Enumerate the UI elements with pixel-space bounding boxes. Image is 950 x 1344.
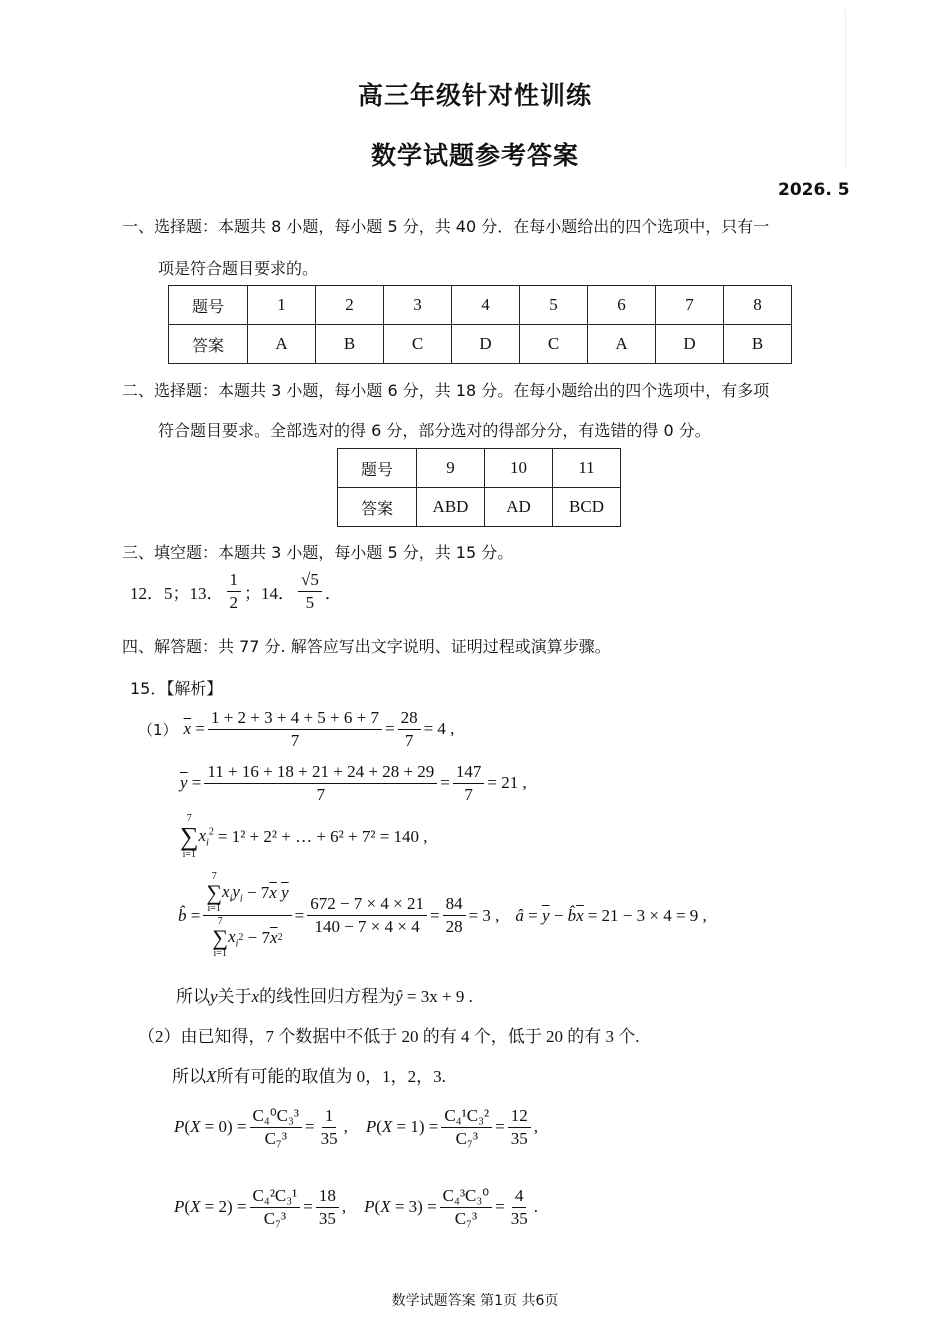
row-label-question: 题号 bbox=[338, 449, 417, 488]
section1-heading-line1: 一、选择题：本题共 8 小题，每小题 5 分，共 40 分．在每小题给出的四个选项中，只有一 bbox=[122, 217, 770, 236]
answer-cell: A bbox=[248, 325, 316, 364]
a-hat-symbol: â = $\overline{y}$ − $b̂\overline{x}$ bbox=[515, 905, 584, 925]
fraction-denominator: C₇³ bbox=[454, 1208, 478, 1228]
document-subtitle: 数学试题参考答案 bbox=[370, 141, 579, 170]
table-row-answers bbox=[338, 488, 621, 527]
fraction-denominator: 140 − 7 × 4 × 4 bbox=[314, 917, 420, 936]
question-cell: 4 bbox=[452, 286, 520, 325]
p2-fraction bbox=[250, 1186, 301, 1228]
question-cell: 5 bbox=[520, 286, 588, 325]
ybar-equation: $\overline{y}$ = $\frac{11 + 16 + 18 + 21 + 24 + 28 + 29}{7}$ = $\frac{147}{7}$ = 21 , bbox=[180, 762, 527, 804]
answer-cell: BCD bbox=[553, 488, 621, 527]
answer-cell: C bbox=[520, 325, 588, 364]
sum-lower-limit: i=1 bbox=[182, 849, 196, 860]
fraction-numerator: C₄³C₃⁰ bbox=[440, 1186, 492, 1208]
p0-label: P(X = 0) = bbox=[174, 1117, 247, 1137]
regression-statement: 所以y关于x的线性回归方程为ŷ = 3x + 9 . bbox=[176, 987, 473, 1006]
page-footer: 数学试题答案 第1页 共6页 bbox=[391, 1293, 559, 1309]
fraction-denominator: 7 bbox=[464, 784, 473, 804]
fraction-denominator: C₇³ bbox=[263, 1208, 287, 1228]
part2-values-suffix: 所有可能的取值为 0，1，2，3. bbox=[216, 1067, 446, 1086]
question-cell: 10 bbox=[485, 449, 553, 488]
fraction-numerator: 672 − 7 × 4 × 21 bbox=[307, 894, 427, 916]
fraction-numerator: 1 + 2 + 3 + 4 + 5 + 6 + 7 bbox=[208, 708, 382, 730]
p0-value bbox=[318, 1106, 341, 1148]
p2-label: P(X = 2) = bbox=[174, 1197, 247, 1217]
table-row-questions bbox=[338, 449, 621, 488]
fraction-denominator: C₇³ bbox=[455, 1128, 478, 1148]
fraction-numerator: 1 bbox=[322, 1106, 337, 1128]
fraction-numerator: 28 bbox=[398, 708, 421, 730]
b-hat-fraction-3 bbox=[443, 894, 466, 936]
section4-heading: 四、解答题：共 77 分. 解答应写出文字说明、证明过程或演算步骤。 bbox=[122, 637, 611, 656]
answer-cell: B bbox=[724, 325, 792, 364]
answer-cell: A bbox=[588, 325, 656, 364]
fraction-numerator: 147 bbox=[453, 762, 485, 784]
regression-prefix: 所以 bbox=[176, 987, 210, 1006]
fraction-denominator: 35 bbox=[510, 1128, 528, 1148]
question-cell: 8 bbox=[724, 286, 792, 325]
b-hat-fraction bbox=[203, 872, 291, 959]
fraction-numerator: 4 bbox=[512, 1186, 527, 1208]
ybar-fraction-2 bbox=[453, 762, 485, 804]
fraction-numerator: 84 bbox=[443, 894, 466, 916]
answer-cell: D bbox=[452, 325, 520, 364]
row-label-answer: 答案 bbox=[169, 325, 248, 364]
period: ． bbox=[324, 583, 342, 603]
a-hat-result: = 21 − 3 × 4 = 9 , bbox=[587, 905, 707, 925]
section3-heading: 三、填空题：本题共 3 小题，每小题 5 分，共 15 分。 bbox=[122, 543, 514, 562]
sum-upper-limit: 7 bbox=[186, 813, 192, 824]
p3-fraction bbox=[440, 1186, 492, 1228]
fraction-denominator: 5 bbox=[305, 592, 315, 612]
b-hat-equation: b̂ = 7 ∑ i=1 $x_iy_i$ − 7 $\overline{x}$ $\overline{y}$ 7 ∑ i=1 $x_i$ 2 − 7 $\overline{x}$ 2 = $\frac{672 - 7 \times 4 \times 21}{140 - 7 \times 4 \times 4}$ = $\frac{84}{28}$ = 3 , â = $\overline{y}$ − $b̂\overline{x}$ = 21 − 3 × 4 = 9 , bbox=[178, 871, 707, 959]
fraction-numerator: 18 bbox=[316, 1186, 339, 1208]
fraction-numerator: 7 ∑ i=1 $x_iy_i$ − 7 $\overline{x}$ $\overline{y}$ bbox=[203, 872, 291, 916]
section2-heading-line1: 二、选择题：本题共 3 小题，每小题 6 分，共 18 分。在每小题给出的四个选项中，有多项 bbox=[122, 381, 770, 400]
answer-14-label: ；14． bbox=[244, 583, 295, 603]
xbar-fraction bbox=[208, 708, 382, 750]
q15-label: 15．【解析】 bbox=[130, 679, 223, 698]
sigma-symbol: 7 ∑ i=1 bbox=[180, 813, 199, 860]
table-row-answers bbox=[169, 325, 792, 364]
part1-label: （1） bbox=[138, 720, 178, 739]
xbar-equation: （1） $\overline{x}$ = $\frac{1 + 2 + 3 + 4 + 5 + 6 + 7}{7}$ = $\frac{28}{7}$ = 4 , bbox=[138, 708, 455, 750]
p0-fraction bbox=[250, 1106, 302, 1148]
xbar-fraction-2 bbox=[398, 708, 421, 750]
fraction-denominator: 2 bbox=[229, 592, 238, 612]
fraction-numerator: 11 + 16 + 18 + 21 + 24 + 28 + 29 bbox=[204, 762, 437, 784]
answer-12: 12．5；13． bbox=[130, 583, 224, 603]
fraction-numerator: C₄⁰C₃³ bbox=[250, 1106, 302, 1128]
fraction-denominator: 35 bbox=[320, 1128, 338, 1148]
fraction-numerator: 1 bbox=[227, 570, 242, 592]
fraction-denominator: C₇³ bbox=[264, 1128, 287, 1148]
answer-cell: AD bbox=[485, 488, 553, 527]
section2-answer-table bbox=[337, 448, 621, 527]
ybar-symbol: $\overline{y}$ = bbox=[180, 773, 202, 793]
section3-answers bbox=[130, 570, 342, 612]
regression-equation: = 3x + 9 . bbox=[406, 987, 473, 1006]
question-cell: 11 bbox=[553, 449, 621, 488]
section1-heading-line2: 项是符合题目要求的。 bbox=[158, 259, 319, 278]
answer-13-fraction bbox=[227, 570, 242, 612]
p3-label: P(X = 3) = bbox=[364, 1197, 437, 1217]
part2-text: （2）由已知得，7 个数据中不低于 20 的有 4 个，低于 20 的有 3 个. bbox=[138, 1027, 640, 1046]
fraction-denominator: 7 bbox=[404, 730, 414, 750]
probability-row-2: P(X = 2) = $\frac{\text{C₄²C₃¹}}{\text{C₇³}}$ = $\frac{18}{35}$ , P(X = 3) = $\frac{\text{C₄³C₃⁰}}{\text{C₇³}}$ = $\frac{4}{35}$ . bbox=[174, 1186, 538, 1228]
ybar-fraction bbox=[204, 762, 437, 804]
fraction-numerator: 12 bbox=[508, 1106, 531, 1128]
b-hat-symbol: b̂ = bbox=[178, 905, 201, 925]
p2-value bbox=[316, 1186, 339, 1228]
document-title: 高三年级针对性训练 bbox=[357, 81, 592, 110]
fraction-denominator: 7 bbox=[290, 730, 300, 750]
section2-heading-line2: 符合题目要求。全部选对的得 6 分，部分选对的得部分分，有选错的得 0 分。 bbox=[158, 421, 711, 440]
section1-answer-table bbox=[168, 285, 792, 364]
answer-14-fraction bbox=[298, 570, 322, 612]
fraction-denominator: 35 bbox=[318, 1208, 336, 1228]
part2-values-prefix: 所以 bbox=[172, 1067, 206, 1086]
probability-row-1: P(X = 0) = $\frac{\text{C₄⁰C₃³}}{\text{C₇³}}$ = $\frac{1}{35}$ , P(X = 1) = $\frac{\text{C₄¹C₃²}}{\text{C₇³}}$ = $\frac{12}{35}$ , bbox=[174, 1106, 538, 1148]
question-cell: 6 bbox=[588, 286, 656, 325]
answer-cell: ABD bbox=[417, 488, 485, 527]
b-hat-fraction-2 bbox=[307, 894, 427, 936]
regression-mid2: 的线性回归方程为 bbox=[259, 987, 396, 1006]
table-row-questions bbox=[169, 286, 792, 325]
fraction-denominator: 7 bbox=[316, 784, 326, 804]
row-label-question: 题号 bbox=[169, 286, 248, 325]
xbar-symbol: $\overline{x}$ = bbox=[183, 719, 205, 739]
regression-mid1: 关于 bbox=[217, 987, 252, 1006]
row-label-answer: 答案 bbox=[338, 488, 417, 527]
sum-of-squares-rhs: = 1² + 2² + … + 6² + 7² = 140 , bbox=[217, 827, 428, 846]
question-cell: 7 bbox=[656, 286, 724, 325]
answer-cell: C bbox=[384, 325, 452, 364]
fraction-denominator: 35 bbox=[510, 1208, 528, 1228]
question-cell: 2 bbox=[316, 286, 384, 325]
p3-value bbox=[508, 1186, 531, 1228]
document-date: 2026. 5 bbox=[778, 180, 850, 200]
ybar-result: = 21 , bbox=[487, 773, 527, 793]
sum-of-squares-equation: 7 ∑ i=1 $x_i^2$ = 1² + 2² + … + 6² + 7² = 140 , bbox=[180, 813, 428, 860]
b-hat-result: = 3 , bbox=[468, 905, 500, 925]
xbar-result: = 4 , bbox=[423, 719, 455, 739]
fraction-numerator: C₄¹C₃² bbox=[441, 1106, 492, 1128]
p1-fraction bbox=[441, 1106, 492, 1148]
p1-label: P(X = 1) = bbox=[365, 1117, 439, 1137]
question-cell: 3 bbox=[384, 286, 452, 325]
fraction-numerator: √5 bbox=[298, 570, 322, 592]
answer-cell: D bbox=[656, 325, 724, 364]
question-cell: 9 bbox=[417, 449, 485, 488]
answer-cell: B bbox=[316, 325, 384, 364]
fraction-numerator: C₄²C₃¹ bbox=[250, 1186, 301, 1208]
p1-value bbox=[508, 1106, 531, 1148]
fraction-denominator: 28 bbox=[445, 917, 463, 936]
question-cell: 1 bbox=[248, 286, 316, 325]
part2-values: 所以X所有可能的取值为 0，1，2，3. bbox=[172, 1067, 446, 1086]
fraction-denominator: 7 ∑ i=1 $x_i$ 2 − 7 $\overline{x}$ 2 bbox=[212, 916, 283, 959]
